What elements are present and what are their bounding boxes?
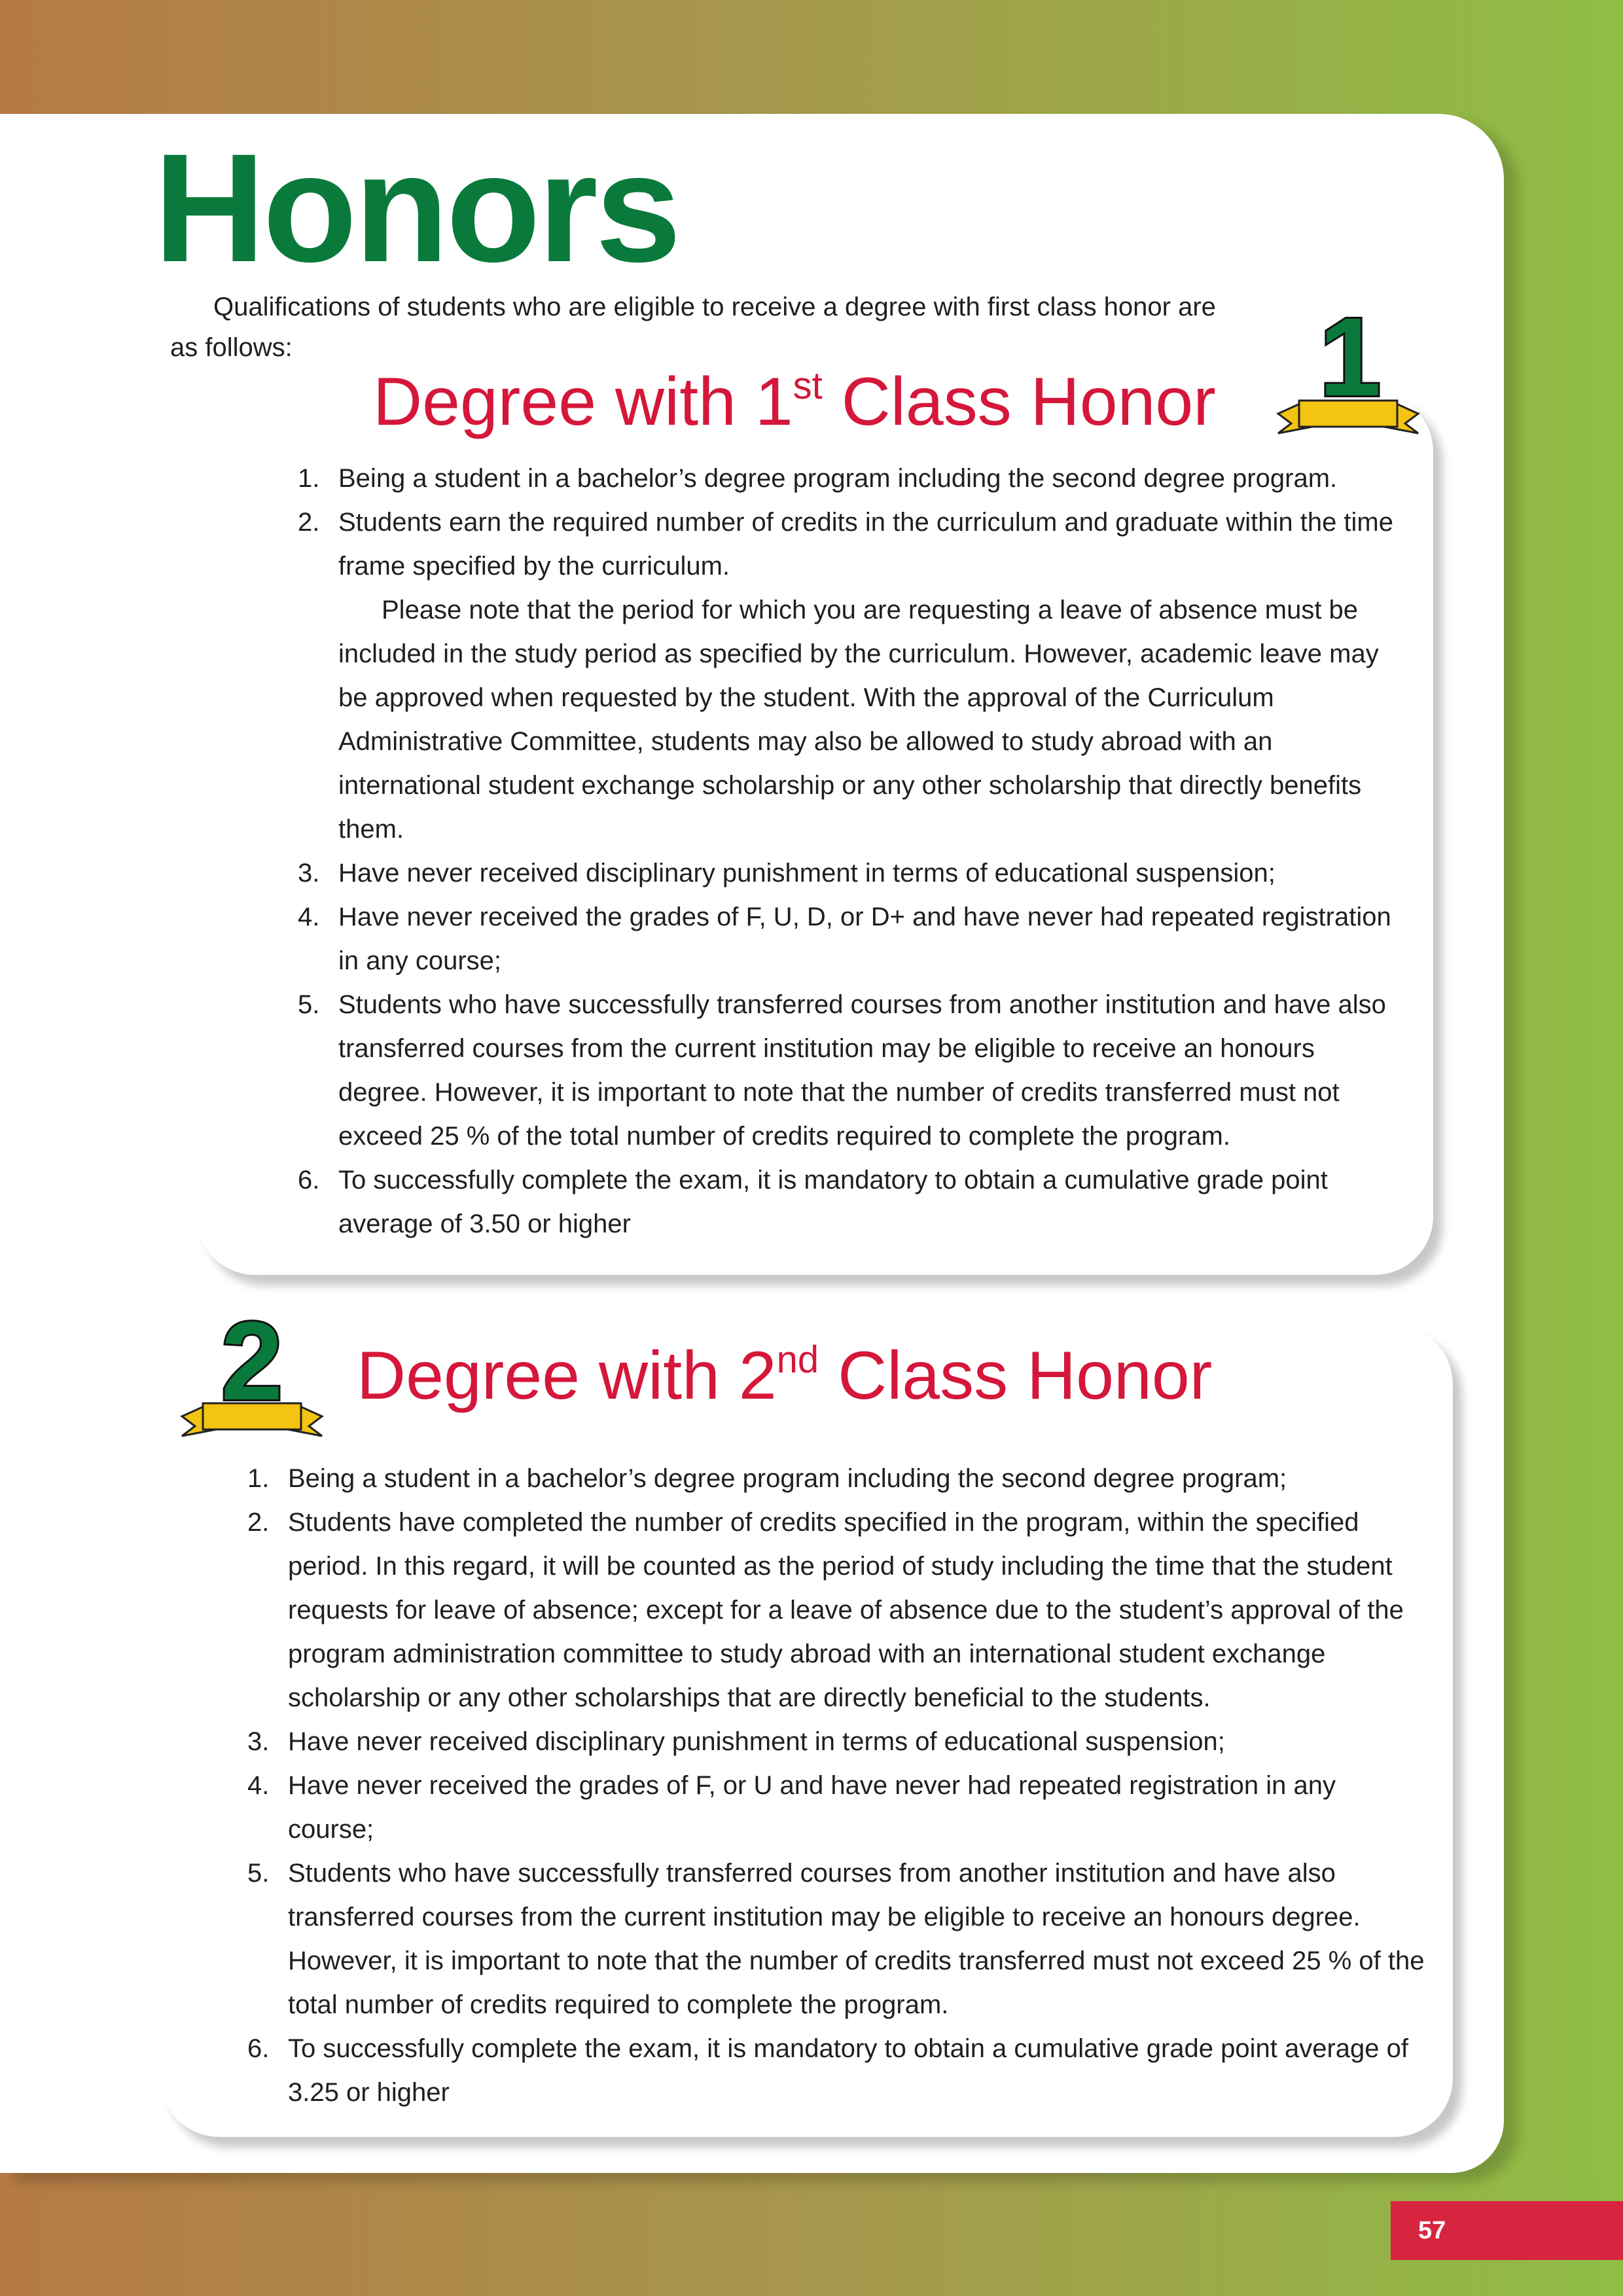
page-title: Honors [154, 122, 679, 295]
page-number: 57 [1391, 2201, 1623, 2260]
requirement-text: Have never received disciplinary punishment in terms of educational suspension; [288, 1727, 1225, 1756]
requirement-number: 1. [298, 464, 320, 493]
heading-text: Degree with 2 [357, 1338, 777, 1414]
requirement-number: 4. [298, 903, 320, 931]
requirement-text: Being a student in a bachelor’s degree program including the second degree program. [338, 464, 1338, 493]
requirement-item [298, 501, 1404, 852]
requirement-text: Have never received disciplinary punishment in terms of educational suspension; [338, 859, 1275, 888]
badge-two-number: 2 [221, 1299, 283, 1424]
requirement-number: 4. [247, 1771, 270, 1800]
requirement-number: 2. [298, 508, 320, 537]
heading-text: Degree with 1 [373, 364, 793, 440]
requirement-text: Have never received the grades of F, U, D, or D+ and have never had repeated registration in any course; [338, 903, 1391, 975]
requirement-text: Students earn the required number of credits in the curriculum and graduate within the time frame specified by the curriculum. [338, 508, 1393, 581]
requirement-number: 2. [247, 1508, 270, 1537]
footer-band [0, 2174, 1623, 2296]
requirement-number: 3. [298, 859, 320, 888]
second-class-requirements [247, 1457, 1425, 2115]
requirement-text: Students who have successfully transferred courses from another institution and have also transferred courses from the current institution may be eligible to receive an honours degree. However, it is important to note that the number of credits transferred must not exceed 25 % of the total number of credits required to complete the program. [288, 1859, 1425, 2019]
requirement-note: Please note that the period for which you are requesting a leave of absence must be included in the study period as specified by the curriculum. However, academic leave may be approved when requested by the student. With the approval of the Curriculum Administrative Committee, students may also be allowed to study abroad with an international student exchange scholarship or any other scholarship that directly benefits them. [338, 596, 1379, 844]
first-class-heading [373, 364, 1216, 440]
intro-paragraph: Qualifications of students who are eligible to receive a degree with first class honor are as follows: [170, 293, 1216, 362]
requirement-item [247, 1457, 1425, 1501]
first-class-requirements [298, 457, 1404, 1246]
requirement-text: Being a student in a bachelor’s degree program including the second degree program; [288, 1464, 1287, 1493]
requirement-text: Students have completed the number of credits specified in the program, within the specified period. In this regard, it will be counted as the period of study including the time that the student requests for leave of absence; except for a leave of absence due to the student’s approval of the program administration committee to study abroad with an international student exchange scholarship or any other scholarships that are directly beneficial to the students. [288, 1508, 1404, 1712]
badge-one-number: 1 [1319, 296, 1382, 420]
requirement-item [247, 1501, 1425, 1720]
requirement-text: Students who have successfully transferred courses from another institution and have also transferred courses from the current institution may be eligible to receive an honours degree. However, it is important to note that the number of credits transferred must not exceed 25 % of the total number of credits required to complete the program. [338, 990, 1386, 1151]
heading-text: Class Honor [822, 364, 1216, 440]
requirement-text: To successfully complete the exam, it is mandatory to obtain a cumulative grade point average of 3.25 or higher [288, 2034, 1409, 2107]
requirement-item [298, 895, 1404, 983]
heading-text: Class Honor [819, 1338, 1213, 1414]
requirement-item [298, 457, 1404, 501]
requirement-number: 3. [247, 1727, 270, 1756]
requirement-item [298, 852, 1404, 895]
requirement-item [247, 1764, 1425, 1852]
requirement-item [247, 2027, 1425, 2115]
requirement-number: 6. [247, 2034, 270, 2063]
requirement-number: 5. [247, 1859, 270, 1888]
requirement-number: 5. [298, 990, 320, 1019]
requirement-item [247, 1720, 1425, 1764]
requirement-number: 1. [247, 1464, 270, 1493]
heading-superscript: nd [776, 1338, 819, 1381]
requirement-item [247, 1852, 1425, 2027]
requirement-text: To successfully complete the exam, it is mandatory to obtain a cumulative grade point average of 3.50 or higher [338, 1166, 1328, 1238]
heading-superscript: st [793, 365, 823, 407]
number-one-ribbon-icon [1273, 296, 1423, 440]
requirement-item [298, 983, 1404, 1158]
second-class-heading [357, 1338, 1213, 1414]
requirement-item [298, 1158, 1404, 1246]
requirement-number: 6. [298, 1166, 320, 1194]
number-two-ribbon-icon [177, 1297, 327, 1443]
requirement-text: Have never received the grades of F, or U and have never had repeated registration in any course; [288, 1771, 1336, 1844]
